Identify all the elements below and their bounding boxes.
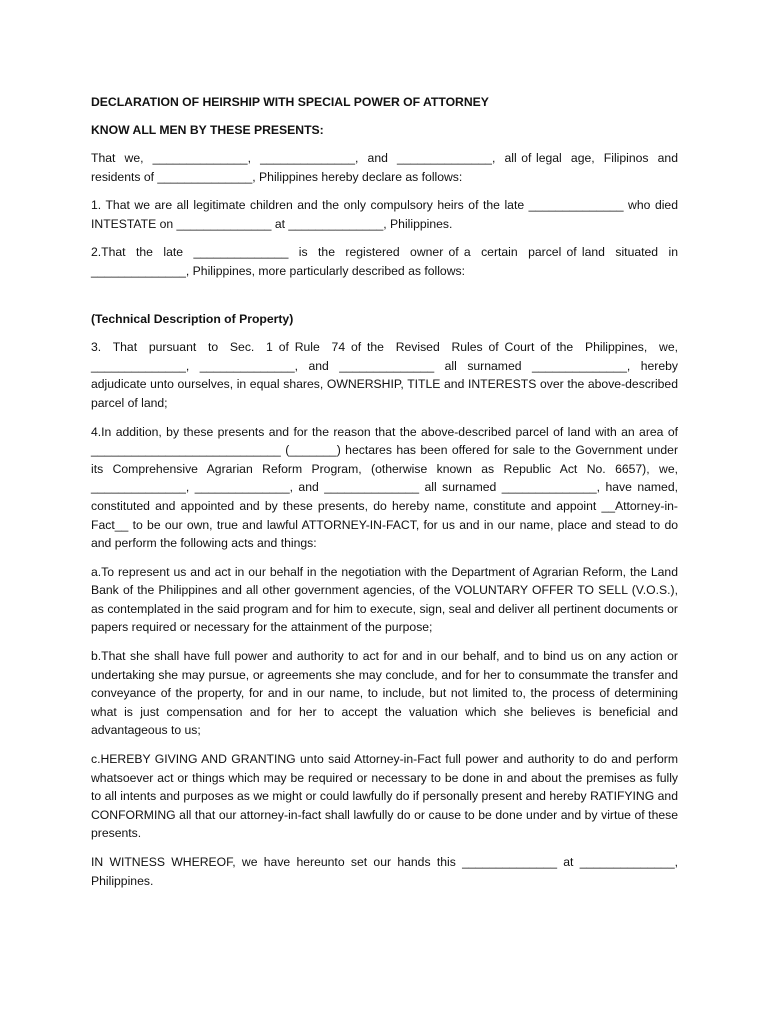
paragraph-b: b.That she shall have full power and authority to act for and in our behalf, and to bind us on any action or undertaking she may pursue, or agreements she may conclude, and for her to consummate the transfer and conveyance of the property, for and in our name, to include, but not limited to, the process of determining what is just compensation and for her to accept the valuation which she believes is beneficial and advantageous to us;: [91, 649, 682, 738]
paragraph-3: 3. That pursuant to Sec. 1 of Rule 74 of the Revised Rules of Court of the Philippines, we, ______________, ______________, and ______________ all surnamed ______________, hereby adjudicate unto ourselves, in equal shares, OWNERSHIP, TITLE and INTERESTS over the above-described parcel of land;: [91, 340, 682, 410]
document-title: DECLARATION OF HEIRSHIP WITH SPECIAL POWER OF ATTORNEY: [91, 95, 489, 109]
paragraph-1: 1. That we are all legitimate children and the only compulsory heirs of the late ______________ who died INTESTATE on ______________ at ______________, Philippines.: [91, 198, 682, 231]
opening-clause: KNOW ALL MEN BY THESE PRESENTS:: [91, 123, 324, 137]
paragraph-a: a.To represent us and act in our behalf in the negotiation with the Department of Agrarian Reform, the Land Bank of the Philippines and all other government agencies, of the VOLUNTARY OFFER TO SELL (V.O.S.), as contemplated in the said program and for him to execute, sign, seal and deliver all pertinent documents or papers required or necessary for the attainment of the purpose;: [91, 564, 682, 635]
paragraph-2: 2.That the late ______________ is the registered owner of a certain parcel of land situated in ______________, Philippines, more particularly described as follows:: [91, 245, 682, 278]
witness-paragraph: IN WITNESS WHEREOF, we have hereunto set our hands this ______________ at ______________, Philippines.: [91, 855, 682, 888]
technical-description-label: (Technical Description of Property): [91, 311, 294, 326]
intro-paragraph: That we, ______________, ______________, and ______________, all of legal age, Filipinos and residents of ______________, Philippines hereby declare as follows:: [91, 151, 682, 184]
paragraph-4: 4.In addition, by these presents and for the reason that the above-described parcel of land with an area of ____________________________ (_______) hectares has been offered for sale to the Government under its Comprehensive Agrarian Reform Program, (otherwise known as Republic Act No. 6657), we, ______________, ______________, and ______________ all surnamed ______________, have named, constituted and appointed and by these presents, do hereby name, constitute and appoint __Attorney-in-Fact__ to be our own, true and lawful ATTORNEY-IN-FACT, for us and in our name, place and stead to do and perform the following acts and things:: [91, 424, 682, 551]
paragraph-c: c.HEREBY GIVING AND GRANTING unto said Attorney-in-Fact full power and authority to do and perform whatsoever act or things which may be required or necessary to be done in and about the premises as fully to all intents and purposes as we might or could lawfully do if personally present and hereby RATIFYING and CONFORMING all that our attorney-in-fact shall lawfully do or cause to be done under and by virtue of these presents.: [91, 752, 682, 841]
document-body: [91, 93, 682, 900]
